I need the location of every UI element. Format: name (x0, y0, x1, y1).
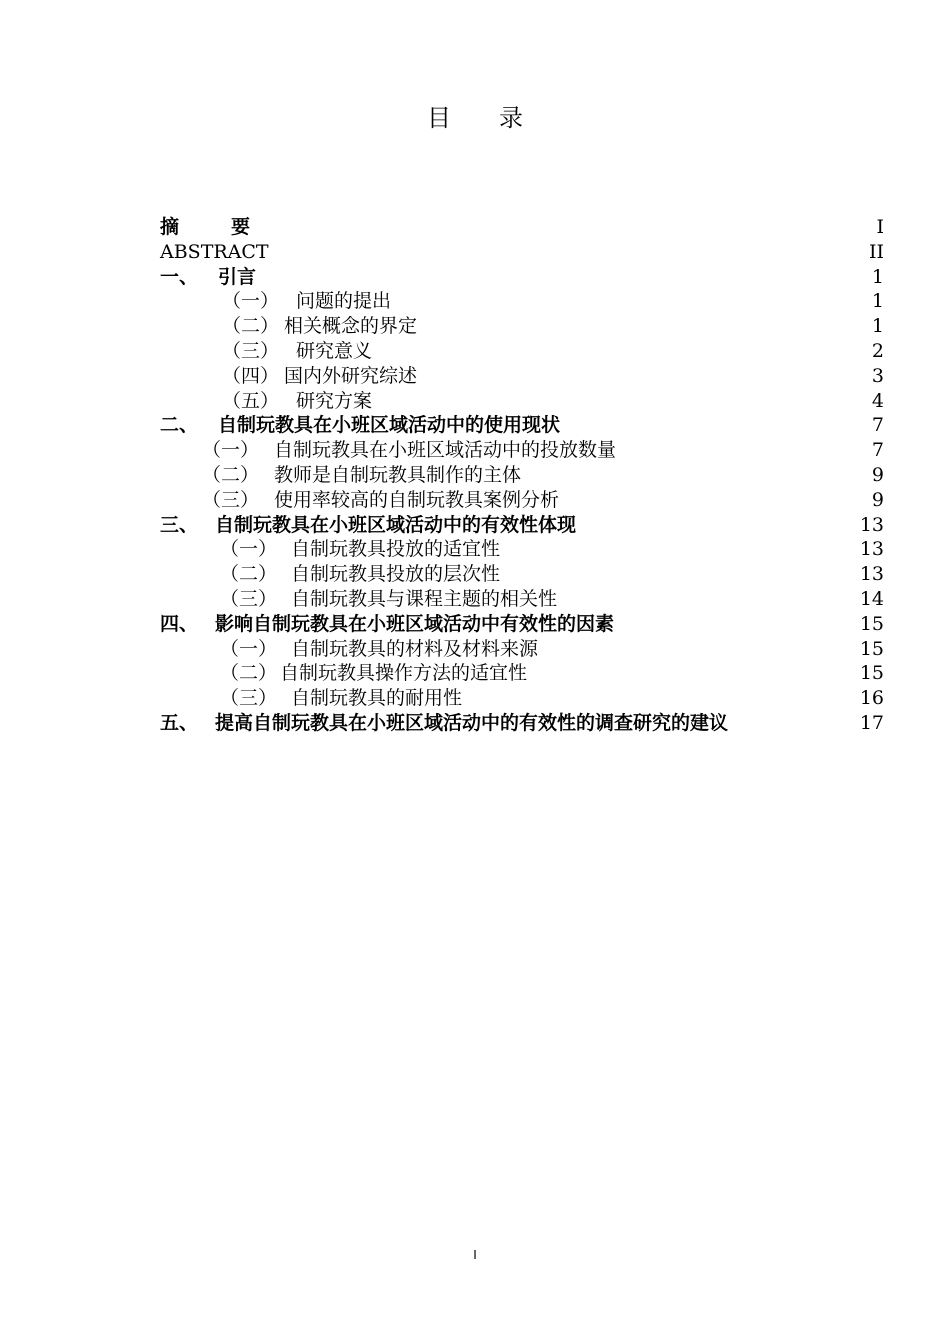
toc-entry-page: 4 (871, 389, 884, 412)
toc-entry-page: 15 (859, 662, 884, 685)
toc-entry-chapter-5[interactable] (160, 711, 884, 736)
toc-entry-text: 要 (231, 216, 251, 238)
toc-entry-section[interactable] (160, 686, 884, 711)
toc-entry-text: 问题的提出 (296, 290, 392, 313)
toc-entry-page: 1 (871, 290, 884, 313)
toc-entry-section[interactable] (160, 587, 884, 612)
toc-entry-page: 15 (859, 612, 884, 635)
toc-entry-section[interactable] (160, 463, 884, 488)
toc-entry-page: 13 (859, 563, 884, 586)
toc-entry-section[interactable] (160, 438, 884, 463)
toc-entry-number: （三） (202, 488, 260, 511)
toc-entry-text: 影响自制玩教具在小班区域活动中有效性的因素 (215, 612, 615, 635)
toc-entry-text: 教师是自制玩教具制作的主体 (274, 463, 522, 486)
toc-entry-text: 国内外研究综述 (284, 364, 418, 387)
toc-entry-text: 研究方案 (296, 389, 373, 412)
toc-entry-page: 1 (871, 315, 884, 338)
toc-entry-page: 7 (871, 414, 884, 437)
toc-entry-text: 自制玩教具的材料及材料来源 (291, 637, 539, 660)
toc-entry-text: 使用率较高的自制玩教具案例分析 (274, 488, 560, 511)
toc-entry-page: 3 (871, 364, 884, 387)
toc-entry-page: 15 (859, 637, 884, 660)
toc-entry-page: 2 (871, 339, 884, 362)
toc-entry-text: 自制玩教具投放的层次性 (291, 563, 501, 586)
toc-entry-section[interactable] (160, 339, 884, 364)
toc-entry-text: ABSTRACT (160, 240, 269, 263)
toc-entry-number: 四、 (160, 612, 199, 635)
toc-entry-section[interactable] (160, 389, 884, 414)
toc-entry-section[interactable] (160, 637, 884, 662)
toc-entry-number: （二） (202, 463, 260, 486)
toc-entry-text: 自制玩教具在小班区域活动中的使用现状 (218, 414, 561, 437)
page-footer-number: I (473, 1248, 477, 1262)
toc-entry-section[interactable] (160, 364, 884, 389)
toc-entry-text: 自制玩教具在小班区域活动中的投放数量 (274, 439, 617, 462)
toc-entry-section[interactable] (160, 562, 884, 587)
toc-entry-abstract-cn[interactable] (160, 215, 884, 240)
toc-entry-text: 自制玩教具操作方法的适宜性 (280, 662, 528, 685)
toc-entry-page: 16 (859, 687, 884, 710)
toc-entry-number: 五、 (160, 711, 199, 734)
toc-entry-abstract-en[interactable] (160, 240, 884, 265)
toc-entry-number: 三、 (160, 513, 199, 536)
toc-entry-page: 7 (871, 439, 884, 462)
toc-entry-section[interactable] (160, 537, 884, 562)
toc-entry-number: （三） (220, 587, 278, 610)
toc-entry-page: 13 (859, 538, 884, 561)
toc-entry-text: 自制玩教具与课程主题的相关性 (291, 587, 558, 610)
toc-entry-number: （四） (222, 364, 280, 387)
table-of-contents (160, 215, 884, 736)
toc-entry-number: 二、 (160, 414, 199, 437)
toc-entry-page: 14 (859, 587, 884, 610)
toc-entry-number: 摘 (160, 216, 180, 238)
title-char-2: 录 (499, 104, 523, 132)
toc-entry-number: （一） (220, 637, 278, 660)
toc-entry-text: 自制玩教具在小班区域活动中的有效性体现 (215, 513, 577, 536)
toc-entry-text: 提高自制玩教具在小班区域活动中的有效性的调查研究的建议 (215, 711, 729, 734)
toc-entry-number: （二） (222, 315, 280, 338)
toc-entry-chapter-3[interactable] (160, 513, 884, 538)
toc-entry-text: 自制玩教具投放的适宜性 (291, 538, 501, 561)
toc-entry-number: （一） (222, 290, 280, 313)
title-char-1: 目 (427, 104, 451, 132)
toc-entry-number: （一） (220, 538, 278, 561)
toc-entry-text: 引言 (218, 265, 257, 288)
toc-entry-text: 自制玩教具的耐用性 (291, 687, 463, 710)
toc-entry-page: II (868, 240, 884, 263)
page-title (0, 98, 950, 133)
toc-entry-section[interactable] (160, 289, 884, 314)
toc-entry-number: 一、 (160, 265, 199, 288)
toc-entry-number: （三） (220, 687, 278, 710)
toc-entry-chapter-1[interactable] (160, 265, 884, 290)
toc-entry-page: 1 (871, 265, 884, 288)
toc-entry-page: I (876, 216, 884, 238)
toc-entry-number: （二） (220, 662, 278, 685)
toc-entry-section[interactable] (160, 314, 884, 339)
toc-entry-section[interactable] (160, 661, 884, 686)
toc-entry-page: 9 (871, 463, 884, 486)
toc-entry-page: 13 (859, 513, 884, 536)
toc-entry-number: （五） (222, 389, 280, 412)
toc-entry-text: 研究意义 (296, 339, 373, 362)
toc-entry-page: 17 (859, 711, 884, 734)
toc-entry-chapter-2[interactable] (160, 413, 884, 438)
toc-entry-text: 相关概念的界定 (284, 315, 418, 338)
toc-entry-section[interactable] (160, 488, 884, 513)
toc-entry-page: 9 (871, 488, 884, 511)
toc-entry-number: （二） (220, 563, 278, 586)
toc-entry-number: （三） (222, 339, 280, 362)
toc-entry-chapter-4[interactable] (160, 612, 884, 637)
toc-entry-number: （一） (202, 439, 260, 462)
